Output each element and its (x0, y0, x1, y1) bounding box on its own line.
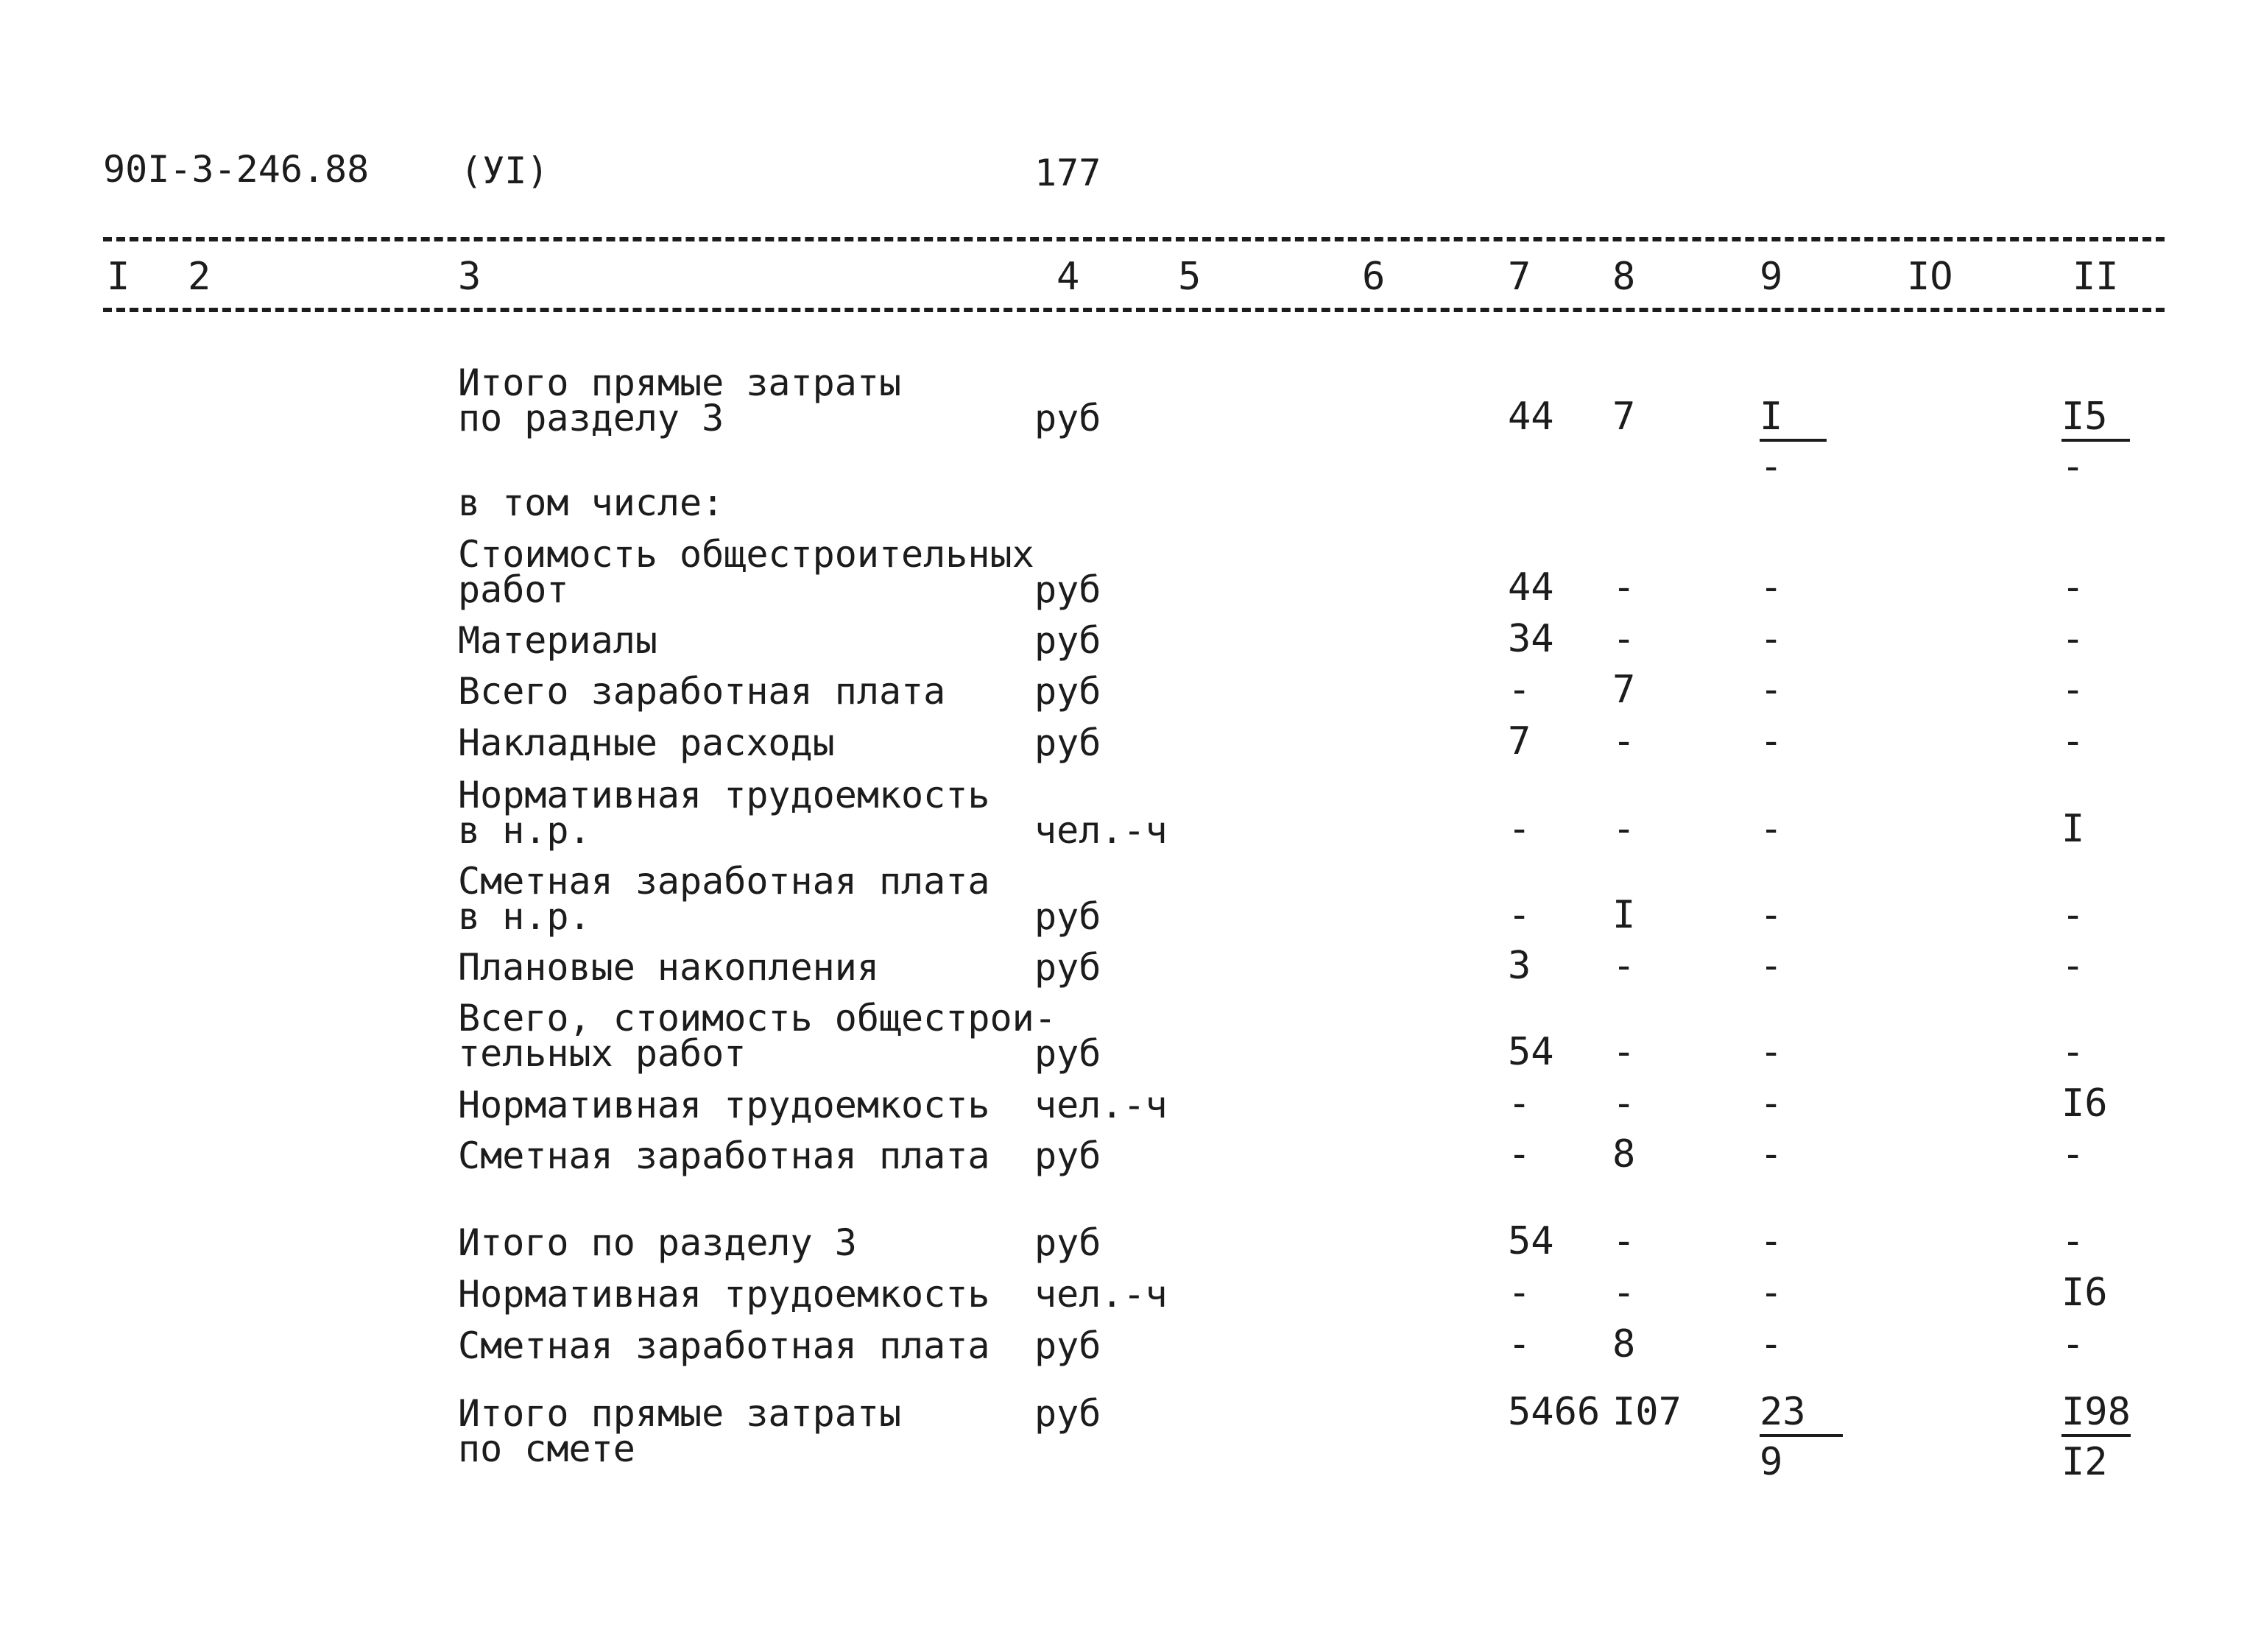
cell-col7: 34 (1508, 617, 1554, 661)
column-number: I (107, 255, 130, 299)
header-rule-bottom (103, 308, 2165, 312)
column-number: 3 (458, 255, 482, 299)
fraction-numerator: 23 (1760, 1393, 1843, 1437)
column-number: 4 (1057, 255, 1080, 299)
row-label: Нормативная трудоемкость (458, 774, 990, 816)
cell-col11: - (2061, 1132, 2085, 1176)
cell-col7: 3 (1508, 944, 1531, 988)
column-number: 9 (1760, 255, 1783, 299)
cell-col11: - (2061, 719, 2085, 763)
row-unit: руб (1034, 1392, 1101, 1435)
row-label: в н.р. (458, 895, 591, 938)
cell-col7: 44 (1508, 395, 1554, 439)
page-number: 177 (1034, 152, 1101, 194)
cell-col11: - (2061, 944, 2085, 988)
cell-col11-fraction (2061, 1390, 2131, 1484)
row-label: Плановые накопления (458, 946, 879, 989)
row-unit: чел.-ч (1034, 809, 1168, 852)
column-number: 6 (1362, 255, 1386, 299)
cell-col9: - (1760, 1081, 1783, 1126)
cell-col9: - (1760, 668, 1783, 712)
row-unit: руб (1034, 619, 1101, 662)
cell-col9: - (1760, 719, 1783, 763)
row-label: Сметная заработная плата (458, 860, 990, 903)
section-caption: в том числе: (458, 481, 724, 524)
row-unit: руб (1034, 1032, 1101, 1075)
cell-col11: I6 (2061, 1081, 2108, 1126)
row-label: Нормативная трудоемкость (458, 1084, 990, 1126)
row-label: по разделу 3 (458, 397, 724, 440)
column-number: 7 (1508, 255, 1531, 299)
fraction-numerator: I5 (2061, 398, 2130, 442)
cell-col7: 54 (1508, 1030, 1554, 1074)
row-unit: руб (1034, 1324, 1101, 1367)
row-unit: руб (1034, 946, 1101, 989)
fraction-numerator: I (1760, 398, 1827, 442)
cell-col8: I07 (1612, 1390, 1682, 1434)
column-number: 2 (188, 255, 211, 299)
cell-col7: 44 (1508, 565, 1554, 610)
cell-col8: - (1612, 944, 1636, 988)
fraction-denominator: - (1760, 445, 1783, 489)
row-unit: чел.-ч (1034, 1084, 1168, 1126)
cell-col8: - (1612, 1081, 1636, 1126)
row-unit: руб (1034, 721, 1101, 764)
row-label: в н.р. (458, 809, 591, 852)
cell-col8: - (1612, 807, 1636, 851)
cell-col9: - (1760, 893, 1783, 937)
fraction-numerator: I98 (2061, 1393, 2131, 1437)
cell-col9: - (1760, 1219, 1783, 1263)
header-rule-top (103, 237, 2165, 241)
row-unit: руб (1034, 397, 1101, 440)
cell-col9-fraction (1760, 395, 1827, 489)
cell-col8: - (1612, 719, 1636, 763)
cell-col7: - (1508, 893, 1531, 937)
cell-col8: 7 (1612, 668, 1636, 712)
cell-col7: - (1508, 1081, 1531, 1126)
row-label: Нормативная трудоемкость (458, 1273, 990, 1316)
row-label: Итого по разделу 3 (458, 1221, 857, 1264)
column-number: IO (1907, 255, 1953, 299)
row-unit: чел.-ч (1034, 1273, 1168, 1316)
cell-col9: - (1760, 1030, 1783, 1074)
row-unit: руб (1034, 895, 1101, 938)
cell-col7: - (1508, 668, 1531, 712)
cell-col7: - (1508, 1322, 1531, 1366)
row-label: Всего, стоимость общестрои- (458, 997, 1057, 1039)
cell-col9-fraction (1760, 1390, 1843, 1484)
column-number: 8 (1612, 255, 1636, 299)
cell-col11: - (2061, 1322, 2085, 1366)
row-label: Сметная заработная плата (458, 1134, 990, 1177)
cell-col9: - (1760, 944, 1783, 988)
row-label: Итого прямые затраты (458, 361, 902, 404)
row-label: по смете (458, 1427, 635, 1470)
fraction-denominator: I2 (2061, 1440, 2108, 1484)
part-label: (УI) (460, 149, 549, 192)
cell-col9: - (1760, 1132, 1783, 1176)
cell-col8: - (1612, 1219, 1636, 1263)
column-number: II (2073, 255, 2119, 299)
cell-col8: - (1612, 617, 1636, 661)
row-label: Всего заработная плата (458, 670, 946, 713)
row-label: Стоимость общестроительных (458, 533, 1034, 576)
cell-col9: - (1760, 1322, 1783, 1366)
row-label: Накладные расходы (458, 721, 835, 764)
cell-col11: - (2061, 668, 2085, 712)
row-unit: руб (1034, 1221, 1101, 1264)
cell-col7: 54 (1508, 1219, 1554, 1263)
cell-col11: - (2061, 1030, 2085, 1074)
cell-col11: I6 (2061, 1271, 2108, 1315)
cell-col9: - (1760, 617, 1783, 661)
cell-col11: - (2061, 617, 2085, 661)
cell-col11-fraction (2061, 395, 2130, 489)
row-label: Материалы (458, 619, 657, 662)
cell-col8: 7 (1612, 395, 1636, 439)
row-unit: руб (1034, 568, 1101, 611)
cell-col11: - (2061, 1219, 2085, 1263)
cell-col9: - (1760, 1271, 1783, 1315)
cell-col7: 7 (1508, 719, 1531, 763)
row-unit: руб (1034, 1134, 1101, 1177)
cell-col8: - (1612, 1271, 1636, 1315)
cell-col8: - (1612, 1030, 1636, 1074)
cell-col9: - (1760, 565, 1783, 610)
cell-col8: I (1612, 893, 1636, 937)
fraction-denominator: - (2061, 445, 2085, 489)
row-label: Итого прямые затраты (458, 1392, 902, 1435)
column-number: 5 (1178, 255, 1202, 299)
cell-col9: - (1760, 807, 1783, 851)
cell-col7: 5466 (1508, 1390, 1601, 1434)
cell-col8: - (1612, 565, 1636, 610)
cell-col8: 8 (1612, 1322, 1636, 1366)
row-unit: руб (1034, 670, 1101, 713)
cell-col8: 8 (1612, 1132, 1636, 1176)
cell-col7: - (1508, 1132, 1531, 1176)
document-code: 90I-3-246.88 (103, 148, 370, 191)
cell-col7: - (1508, 807, 1531, 851)
cell-col7: - (1508, 1271, 1531, 1315)
row-label: тельных работ (458, 1032, 747, 1075)
row-label: Сметная заработная плата (458, 1324, 990, 1367)
row-label: работ (458, 568, 569, 611)
cell-col11: - (2061, 893, 2085, 937)
cell-col11: - (2061, 565, 2085, 610)
fraction-denominator: 9 (1760, 1440, 1783, 1484)
cell-col11: I (2061, 807, 2085, 851)
